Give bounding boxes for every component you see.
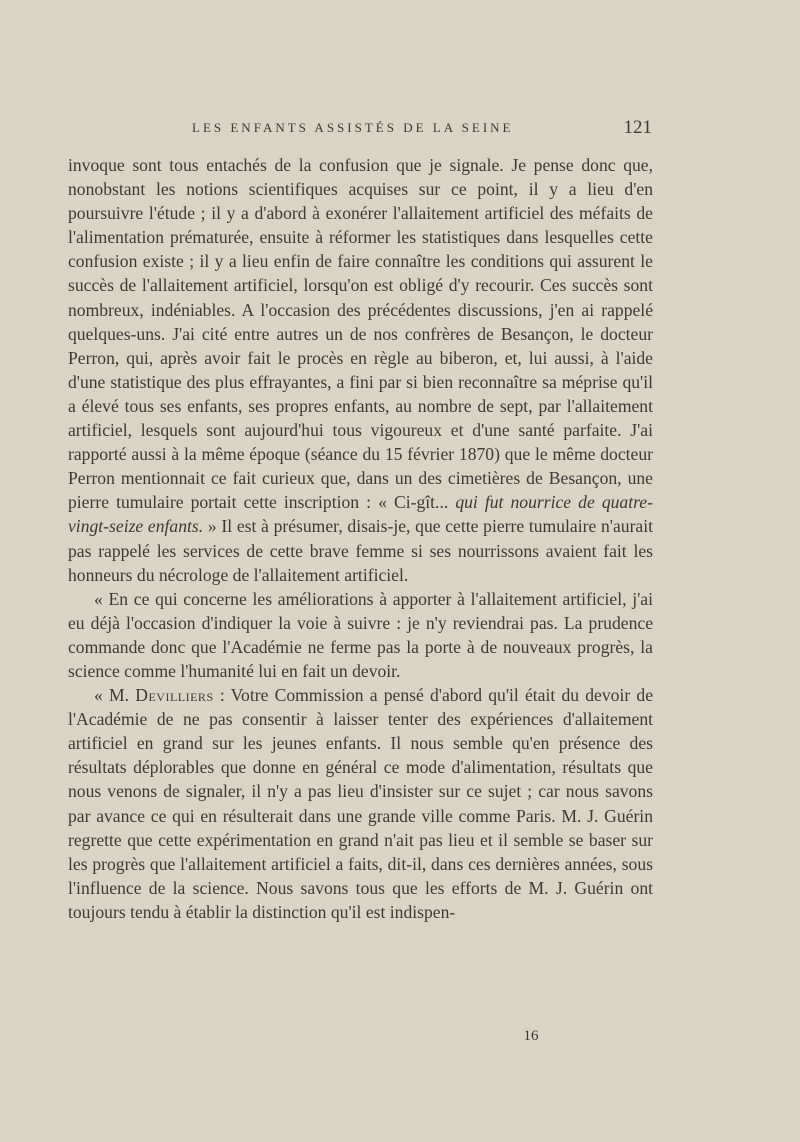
paragraph-2 [68,587,653,683]
paragraph-3 [68,683,653,924]
signature-mark: 16 [523,1028,539,1044]
paragraph-3-prefix: « M. [94,685,136,706]
paragraph-1-text: invoque sont tous entachés de la confusion que je signale. Je pense donc que, nonobstant les notions scientifiques acquises sur ce point, il y a lieu d'en poursuivre l'étude ; il y a d'abord à exonérer l'allaitement artificiel des méfaits de l'alimentation prématurée, ensuite à réformer les statistiques dans lesquelles cette confusion existe ; il y a lieu enfin de faire connaître les conditions qui assurent le succès de l'allaitement artificiel, lorsqu'on est obligé d'y recourir. Ces succès sont nombreux, indéniables. A l'occasion des précédentes discussions, j'en ai rappelé quelques-uns. J'ai cité entre autres un de nos confrères de Besançon, le docteur Perron, qui, après avoir fait le procès en règle au biberon, et, lui aussi, à l'aide d'une statistique des plus effrayantes, a fini par si bien reconnaître sa méprise qu'il a élevé tous ses enfants, ses propres enfants, au nombre de sept, par l'allaitement artificiel, lesquels sont aujourd'hui tous vigoureux et d'une santé parfaite. J'ai rapporté aussi à la même époque (séance du 15 février 1870) que le même docteur Perron mentionnait ce fait curieux que, dans un des cimetières de Besançon, une pierre tumulaire portait cette inscription : « Ci-gît... [68,155,653,513]
body-text [68,153,653,924]
paragraph-2-text: « En ce qui concerne les améliorations à apporter à l'allaitement artificiel, j'ai eu déjà l'occasion d'indiquer la voie à suivre : je n'y reviendrai pas. La prudence commande donc que l'Académie ne ferme pas la porte à de nouveaux progrès, la science comme l'humanité lui en fait un devoir. [68,588,653,681]
paragraph-1 [68,153,653,587]
page-header [68,118,655,142]
page-number: 121 [623,117,652,138]
paragraph-1-tail: » Il est à présumer, disais-je, que cette pierre tumulaire n'aurait pas rappelé les services de cette brave femme si ses nourrissons avaient fait les honneurs du nécrologe de l'allaitement artificiel. [68,516,654,585]
paragraph-3-text: : Votre Commission a pensé d'abord qu'il était du devoir de l'Académie de ne pas consentir à laisser tenter des expériences d'allaitement artificiel en grand sur les jeunes enfants. Il nous semble qu'en présence des résultats déplorables que donne en général ce mode d'alimentation, résultats que nous venons de signaler, il n'y a pas lieu d'insister sur ce sujet ; car nous savons par avance ce qui en résulterait dans une grande ville comme Paris. M. J. Guérin regrette que cette expérimentation en grand n'ait pas lieu et il semble se baser sur les progrès que l'allaitement artificiel a faits, dit-il, dans ces dernières années, sous l'influence de la science. Nous savons tous que les efforts de M. J. Guérin ont toujours tendu à établir la distinction qu'il est indispen- [68,685,653,922]
quoted-inscription: qui fut nourrice de quatre-vingt-seize enfants. [68,492,653,537]
running-title: LES ENFANTS ASSISTÉS DE LA SEINE [192,120,514,135]
speaker-name: Devilliers [135,685,214,706]
